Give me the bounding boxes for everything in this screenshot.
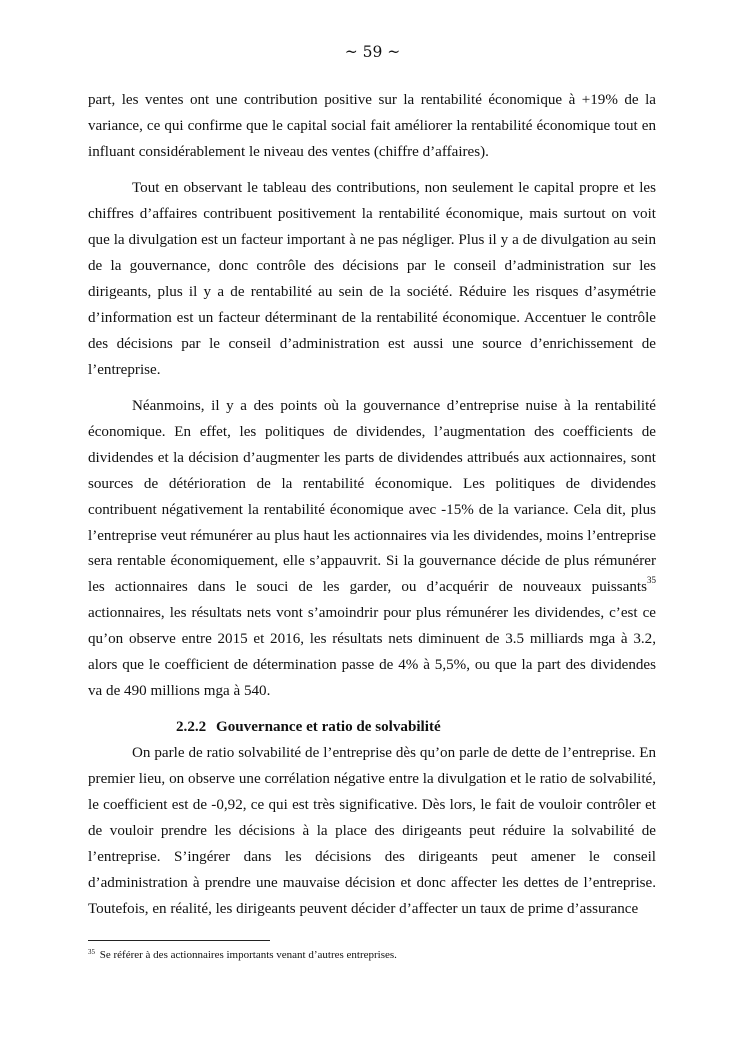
body-text bbox=[88, 88, 656, 933]
footnote-separator bbox=[88, 940, 270, 941]
footnote bbox=[88, 948, 656, 962]
paragraph-1: part, les ventes ont une contribution positive sur la rentabilité économique à +19% de la variance, ce qui confirme que le capital social fait améliorer la rentabilité économique tout en influant considérablement le niveau des ventes (chiffre d’affaires). bbox=[88, 92, 656, 160]
section-heading bbox=[176, 715, 656, 741]
footnote-reference[interactable]: 35 bbox=[647, 575, 656, 586]
section-title: Gouvernance et ratio de solvabilité bbox=[215, 719, 441, 736]
page-number: ~ 59 ~ bbox=[344, 43, 401, 61]
paragraph-4: On parle de ratio solvabilité de l’entreprise dès qu’on parle de dette de l’entreprise. En premier lieu, on observe une corrélation négative entre la divulgation et le ratio de solvabilité, le coefficient est de -0,92, ce qui est très significative. Dès lors, le fait de vouloir contrôler et de vouloir prendre les décisions à la place des dirigeants peut réduire la solvabilité de l’entreprise. S’ingérer dans les décisions des dirigeants peut amener le conseil d’administration à prendre une mauvaise décision et donc affecter les dettes de l’entreprise. Toutefois, en réalité, les dirigeants peuvent décider d’affecter un taux de prime d’assurance bbox=[88, 745, 656, 917]
paragraph-3 bbox=[88, 394, 656, 705]
paragraph-3-text-a: Néanmoins, il y a des points où la gouvernance d’entreprise nuise à la rentabilité économique. En effet, les politiques de dividendes, l’augmentation des coefficients de dividendes et la décision d’augmenter les parts de dividendes attribués aux actionnaires, sont sources de détérioration de la rentabilité économique. Les politiques de dividendes contribuent négativement la rentabilité économique avec -15% de la variance. Cela dit, plus l’entreprise veut rémunérer au plus haut les actionnaires via les dividendes, moins l’entreprise sera rentable économiquement, elle s’appauvrit. Si la gouvernance décide de plus rémunérer les actionnaires dans le souci de les garder, ou d’acquérir de nouveaux puissants bbox=[88, 397, 656, 596]
paragraph-2: Tout en observant le tableau des contributions, non seulement le capital propre et les chiffres d’affaires contribuent positivement la rentabilité économique, mais surtout on voit que la divulgation est un facteur important à ne pas négliger. Plus il y a de divulgation au sein de la gouvernance, donc contrôle des décisions par le conseil d’administration sur les dirigeants, plus il y a de rentabilité au sein de la société. Réduire les risques d’asymétrie d’information est un facteur déterminant de la rentabilité économique. Accentuer le contrôle des décisions par le conseil d’administration est aussi une source d’enrichissement de l’entreprise. bbox=[88, 180, 656, 378]
footnote-marker: 35 bbox=[88, 948, 95, 956]
section-number: 2.2.2 bbox=[176, 719, 207, 736]
footnote-text: Se référer à des actionnaires importants venant d’autres entreprises. bbox=[97, 949, 397, 961]
paragraph-3-text-b: actionnaires, les résultats nets vont s’amoindrir pour plus rémunérer les dividendes, c’est ce qu’on observe entre 2015 et 2016, les résultats nets diminuent de 3.5 milliards mga à 3.2, alors que le coefficient de détermination passe de 4% à 5,5%, ou que la part des dividendes va de 490 millions mga à 540. bbox=[88, 605, 656, 699]
